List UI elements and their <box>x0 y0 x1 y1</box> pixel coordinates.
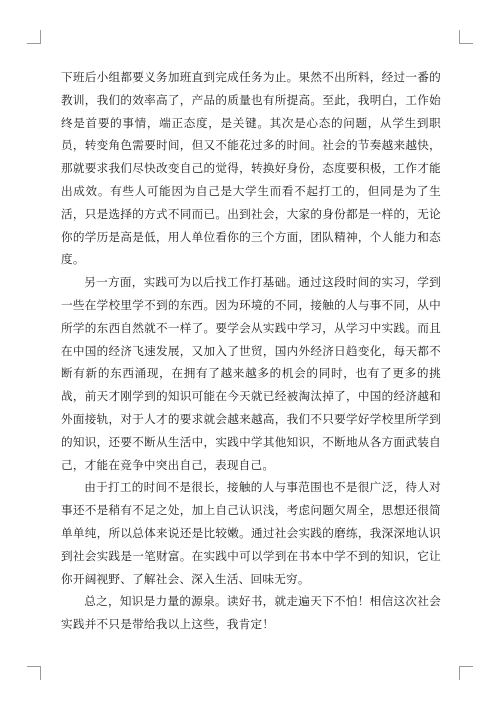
paragraph-4: 总之，知识是力量的源泉。读好书，就走遍天下不怕！相信这次社会实践并不只是带给我以上这些，我肯定！ <box>61 594 441 632</box>
paragraph-3: 由于打工的时间不是很长，接触的人与事范围也不是很广泛，待人对事还不是稍有不足之处，加上自己认识浅，考虑问题欠周全，思想还很简单单纯，所以总体来说还是比较嫩。通过社会实践的磨练，我深深地认识到社会实践是一笔财富。在实践中可以学到在书本中学不到的知识，它让你开阔视野、了解社会、深入生活、回味无穷。 <box>61 480 441 586</box>
crop-mark-top-left <box>27 30 41 44</box>
paragraph-1: 下班后小组都要义务加班直到完成任务为止。果然不出所料，经过一番的教训，我们的效率高了，产品的质量也有所提高。至此，我明白，工作始终是首要的事情，端正态度，是关键。其次是心态的问题，从学生到职员，转变角色需要时间，但又不能花过多的时间。社会的节奏越来越快，那就要求我们尽快改变自己的觉得，转换好身份，态度要积极，工作才能出成效。有些人可能因为自己是大学生而看不起打工的，但同是为了生活，只是选择的方式不同而已。出到社会，大家的身份都是一样的，无论你的学历是高是低，用人单位看你的三个方面，团队精神，个人能力和态度。 <box>61 70 441 267</box>
crop-mark-bottom-left <box>27 666 41 680</box>
crop-mark-bottom-right <box>459 666 473 680</box>
crop-mark-top-right <box>459 30 473 44</box>
document-body <box>61 66 441 636</box>
paragraph-2: 另一方面，实践可为以后找工作打基础。通过这段时间的实习，学到一些在学校里学不到的东西。因为环境的不同，接触的人与事不同，从中所学的东西自然就不一样了。要学会从实践中学习，从学习中实践。而且在中国的经济飞速发展，又加入了世贸，国内外经济日趋变化，每天都不断有新的东西涌现，在拥有了越来越多的机会的同时，也有了更多的挑战，前天才刚学到的知识可能在今天就已经被淘汰掉了，中国的经济越和外面接轨，对于人才的要求就会越来越高，我们不只要学好学校里所学到的知识，还要不断从生活中，实践中学其他知识，不断地从各方面武装自己，才能在竞争中突出自己，表现自己。 <box>61 275 441 472</box>
